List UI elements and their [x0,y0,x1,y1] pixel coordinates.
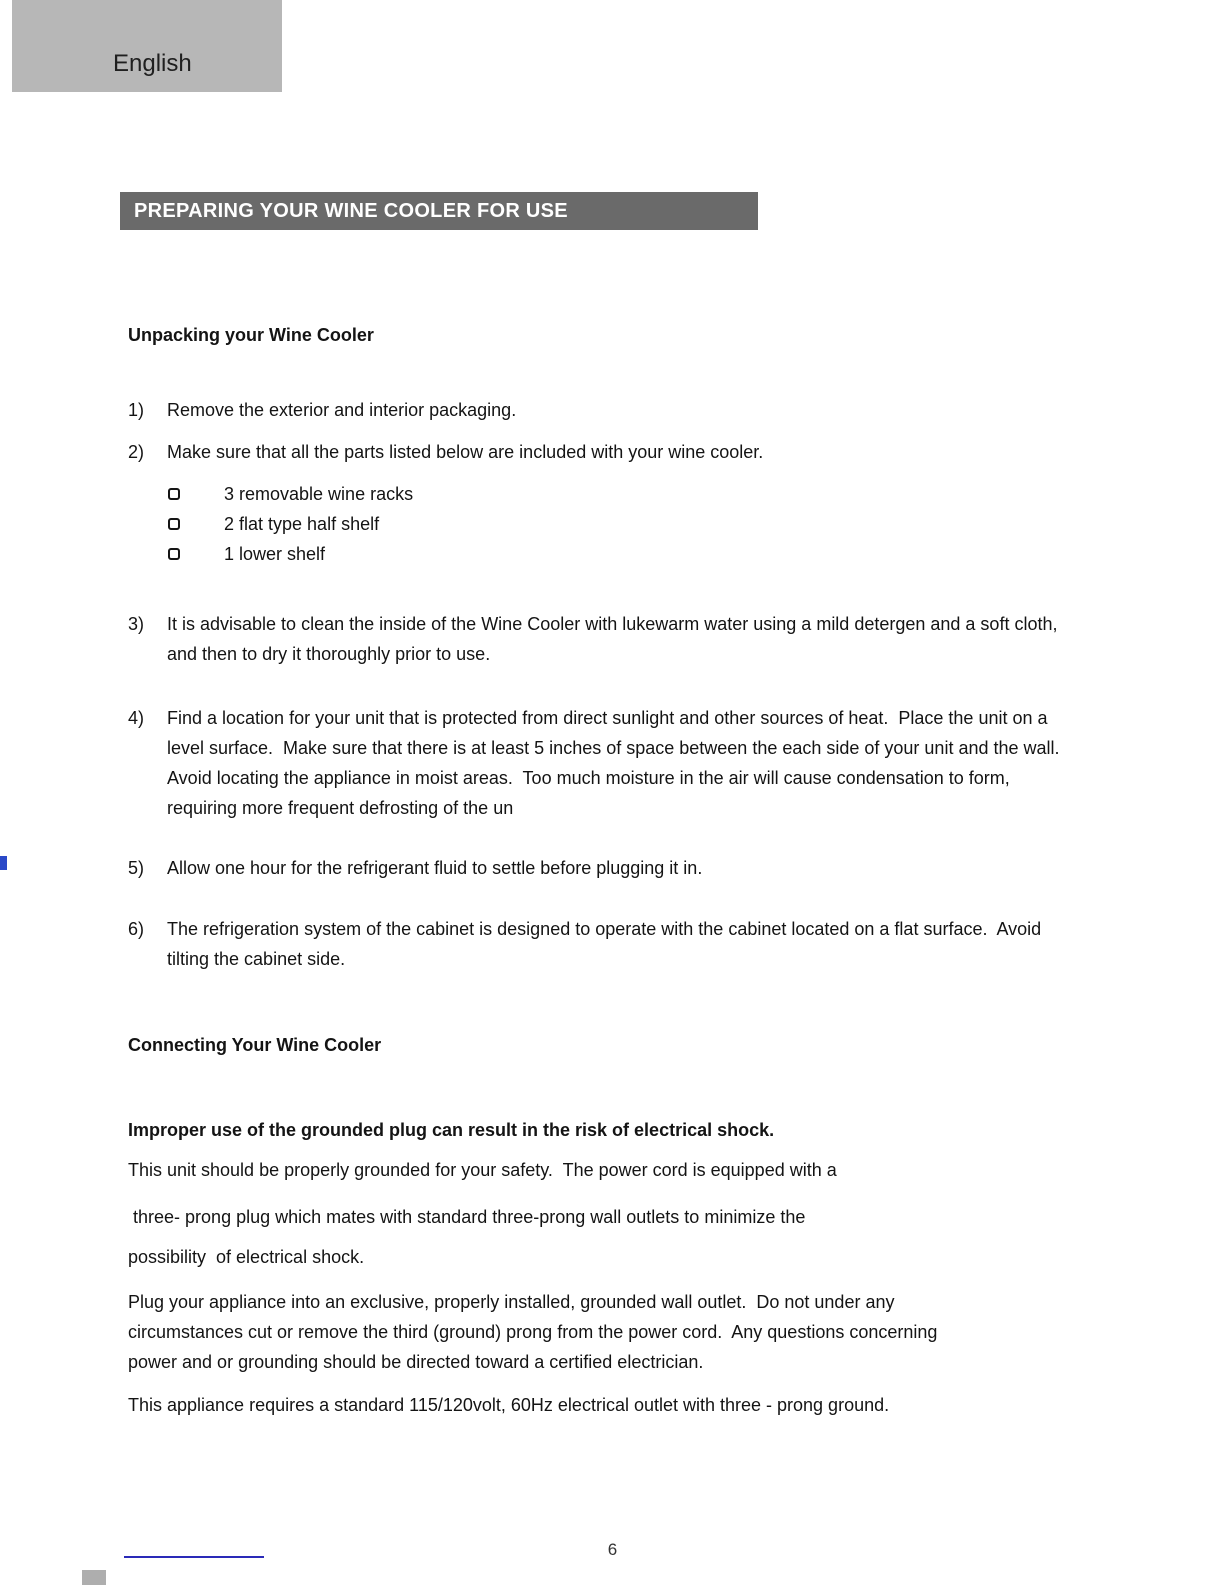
connecting-heading: Connecting Your Wine Cooler [128,1035,382,1055]
checklist-item [168,479,1080,509]
checklist-item-label: 1 lower shelf [224,544,326,564]
step-text: The refrigeration system of the cabinet is designed to operate with the cabinet located on a flat surface. Avoid tilting the cabinet side. [167,919,1047,969]
checkbox-icon [168,518,180,530]
checklist-item-label: 2 flat type half shelf [224,514,380,534]
step-5 [128,853,1080,883]
paragraph-plug-instructions: Plug your appliance into an exclusive, properly installed, grounded wall outlet. Do not under any circumstances cut or remove the third (ground) prong from the power cord. Any questions concerning power and or grounding should be directed toward a certified electrician. [128,1292,943,1372]
language-tab [12,0,282,92]
step-3 [128,609,1080,669]
checkbox-icon [168,548,180,560]
step-2 [128,437,1080,467]
step-number: 6) [128,919,145,939]
paragraph-grounded-safety: This unit should be properly grounded for your safety. The power cord is equipped with a [128,1160,837,1180]
page-number: 6 [607,1540,618,1559]
parts-checklist [168,479,1080,569]
scan-artifact-edge-mark [0,856,7,870]
step-text: It is advisable to clean the inside of the Wine Cooler with lukewarm water using a mild detergen and a soft cloth, and then to dry it thoroughly prior to use. [167,614,1063,664]
paragraph-possibility: possibility of electrical shock. [128,1247,365,1267]
checkbox-icon [168,488,180,500]
step-number: 4) [128,708,145,728]
page-content [128,320,1080,1420]
step-text: Allow one hour for the refrigerant fluid to settle before plugging it in. [167,858,703,878]
paragraph-outlet-requirement: This appliance requires a standard 115/120volt, 60Hz electrical outlet with three - prong ground. [128,1395,890,1415]
section-header-title: PREPARING YOUR WINE COOLER FOR USE [134,199,568,222]
grounding-warning: Improper use of the grounded plug can result in the risk of electrical shock. [128,1120,775,1140]
checklist-item [168,509,1080,539]
step-6 [128,914,1080,974]
checklist-item-label: 3 removable wine racks [224,484,414,504]
step-number: 1) [128,400,145,420]
checklist-item [168,539,1080,569]
scan-artifact-underline [124,1556,264,1558]
step-1 [128,395,1080,425]
step-text: Remove the exterior and interior packaging. [167,400,517,420]
section-header-bar [120,192,758,230]
step-number: 3) [128,614,145,634]
step-number: 2) [128,442,145,462]
language-label: English [113,50,192,77]
step-number: 5) [128,858,145,878]
scan-artifact-corner [82,1570,106,1585]
step-text: Make sure that all the parts listed below are included with your wine cooler. [167,442,764,462]
unpacking-heading: Unpacking your Wine Cooler [128,325,374,345]
step-text: Find a location for your unit that is protected from direct sunlight and other sources of heat. Place the unit on a level surface. Make sure that there is at least 5 inches of space between the each side of your unit and the wall. Avoid locating the appliance in moist areas. Too much moisture in the air will cause condensation to form, requiring more frequent defrosting of the un [167,708,1069,818]
paragraph-three-prong: three- prong plug which mates with standard three-prong wall outlets to minimize the [128,1207,806,1227]
step-4 [128,703,1080,823]
